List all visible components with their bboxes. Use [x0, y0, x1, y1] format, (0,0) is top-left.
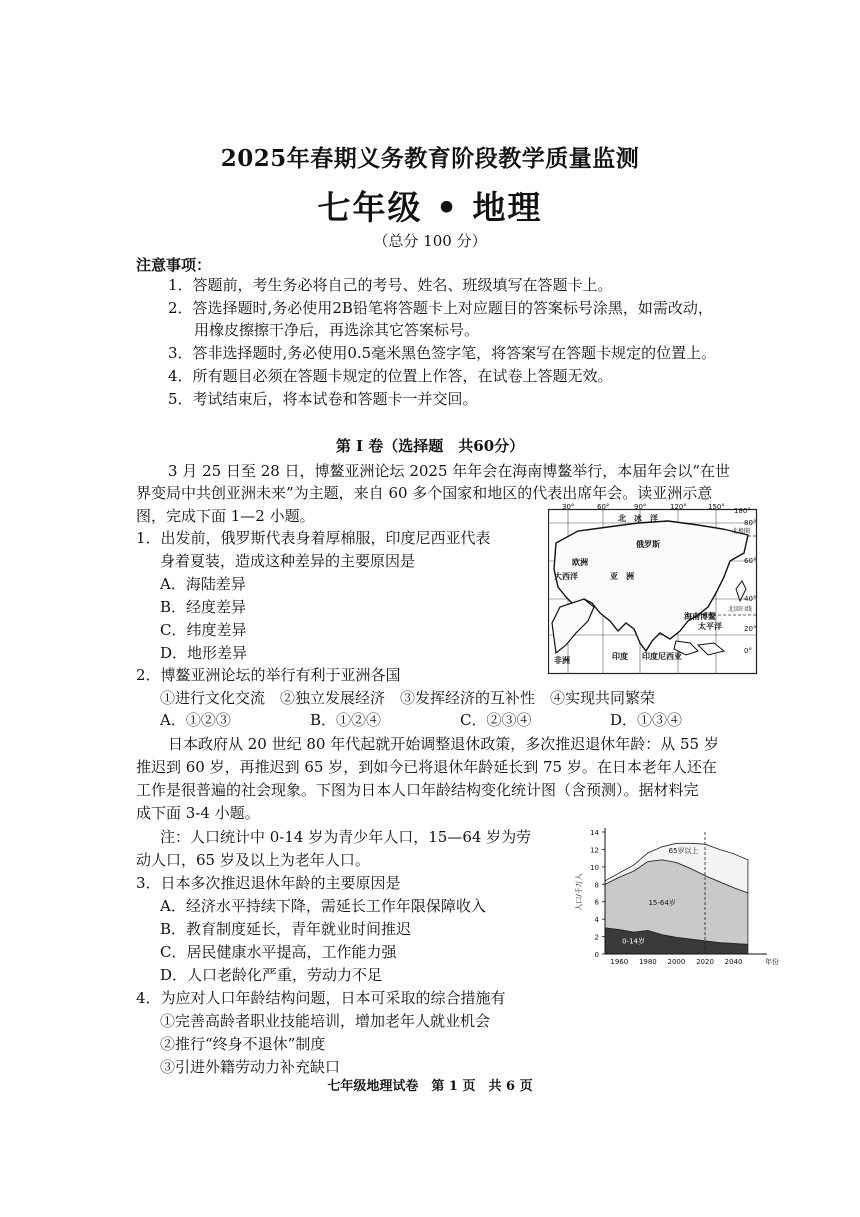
choice-item: ①完善高龄者职业技能培训，增加老年人就业机会: [160, 1012, 491, 1030]
map-label-arctic-ocean: 北 冰 洋: [618, 514, 658, 523]
answer-option: A．①②③: [160, 711, 231, 729]
notice-item: 3．答非选择题时,务必使用0.5毫米黑色签字笔，将答案写在答题卡规定的位置上。: [168, 344, 717, 362]
x-tick-label: 2040: [724, 958, 743, 966]
notice-item: 1．答题前，考生务必将自己的考号、姓名、班级填写在答题卡上。: [168, 276, 613, 294]
lat-label: 40°: [744, 595, 757, 603]
x-tick-label: 1960: [610, 958, 629, 966]
lat-label: 20°: [744, 625, 757, 633]
answer-option: D．人口老龄化严重，劳动力不足: [160, 966, 383, 984]
answer-option: A．海陆差异: [160, 575, 246, 593]
passage-line: 工作是很普遍的社会现象。下图为日本人口年龄结构变化统计图（含预测）。据材料完: [136, 781, 699, 799]
x-tick-label: 1980: [638, 958, 657, 966]
answer-option: C．②③④: [460, 711, 532, 729]
series-label: 65岁以上: [668, 846, 699, 855]
lon-label: 150°: [708, 503, 725, 511]
question-choices: ①进行文化交流 ②独立发展经济 ③发挥经济的互补性 ④实现共同繁荣: [160, 689, 656, 707]
map-label-africa: 非洲: [554, 656, 570, 665]
lon-label: 120°: [670, 503, 687, 511]
notice-heading: 注意事项：: [136, 256, 212, 274]
passage-line: 3 月 25 日至 28 日，博鳌亚洲论坛 2025 年年会在海南博鳌举行，本届年会以“在世: [168, 462, 730, 480]
y-axis-label: 人口/千万人: [575, 873, 583, 911]
y-tick-label: 10: [590, 863, 599, 872]
series-label: 15-64岁: [648, 899, 676, 908]
page-footer: 七年级地理试卷 第 1 页 共 6 页: [327, 1079, 533, 1094]
answer-option: C．纬度差异: [160, 621, 247, 639]
total-score: （总分 100 分）: [373, 232, 487, 250]
y-tick-label: 8: [594, 881, 599, 890]
exam-subject: 七年级 • 地理: [317, 188, 543, 227]
section-title: 第 I 卷（选择题 共60分）: [335, 437, 525, 455]
passage-line: 日本政府从 20 世纪 80 年代起就开始调整退休政策，多次推迟退休年龄：从 55 岁: [168, 735, 719, 753]
lon-label: 180°: [734, 507, 751, 515]
y-tick-label: 0: [594, 951, 599, 959]
y-tick-label: 12: [590, 846, 599, 855]
map-label-russia: 俄罗斯: [636, 540, 660, 549]
passage-line: 界变局中共创亚洲未来”为主题，来自 60 多个国家和地区的代表出席年会。读亚洲示意: [136, 484, 713, 502]
choice-item: ③引进外籍劳动力补充缺口: [160, 1058, 341, 1076]
map-label-atlantic: 大西洋: [554, 572, 578, 581]
map-label-arctic-circle: 北极圈: [732, 528, 751, 535]
notice-item: 5．考试结束后，将本试卷和答题卡一并交回。: [168, 390, 478, 408]
answer-option: B．经度差异: [160, 598, 247, 616]
lon-label: 60°: [597, 503, 610, 511]
question-stem: 1．出发前，俄罗斯代表身着厚棉服，印度尼西亚代表: [136, 529, 491, 547]
map-label-hainan: 海南博鳌: [684, 612, 716, 621]
passage-line: 推迟到 60 岁，再推迟到 65 岁，到如今已将退休年龄延长到 75 岁。在日本老年人还在: [136, 758, 717, 776]
question-stem: 2．博鳌亚洲论坛的举行有利于亚洲各国: [136, 666, 401, 684]
x-unit-label: 年份: [765, 958, 779, 966]
map-label-tropic: 北回归线: [728, 606, 753, 613]
y-tick-label: 14: [590, 829, 599, 837]
map-label-asia: 亚 洲: [610, 572, 634, 581]
y-tick-label: 4: [594, 916, 599, 925]
question-stem: 3．日本多次推迟退休年龄的主要原因是: [136, 874, 401, 892]
population-chart: [565, 822, 780, 972]
map-label-indonesia: 印度尼西亚: [642, 652, 682, 661]
notice-item: 4．所有题目必须在答题卡规定的位置上作答，在试卷上答题无效。: [168, 367, 613, 385]
asia-map: [548, 503, 760, 675]
notice-item: 用橡皮擦擦干净后，再选涂其它答案标号。: [194, 321, 480, 339]
lat-label: 60°: [744, 557, 757, 565]
choice-item: ②推行“终身不退休”制度: [160, 1035, 326, 1053]
answer-option: B．教育制度延长，青年就业时间推迟: [160, 920, 412, 938]
lon-label: 30°: [562, 503, 575, 511]
lat-label: 0°: [744, 647, 752, 655]
map-label-europe: 欧洲: [572, 558, 588, 567]
answer-options-row: [160, 709, 730, 731]
x-tick-label: 2000: [667, 958, 686, 966]
x-tick-label: 2020: [696, 958, 714, 966]
y-tick-label: 2: [594, 933, 599, 942]
answer-option: C．居民健康水平提高，工作能力强: [160, 943, 397, 961]
lat-label: 80°: [744, 519, 757, 527]
series-label: 0-14岁: [622, 937, 646, 946]
answer-option: B．①②④: [310, 711, 382, 729]
map-label-pacific: 太平洋: [698, 622, 722, 631]
question-stem: 4．为应对人口年龄结构问题，日本可采取的综合措施有: [136, 989, 506, 1007]
answer-option: D．地形差异: [160, 644, 248, 662]
notice-item: 2．答选择题时,务必使用2B铅笔将答题卡上对应题目的答案标号涂黑，如需改动，: [168, 299, 713, 317]
note-line: 动人口，65 岁及以上为老年人口。: [136, 851, 370, 869]
y-tick-label: 6: [594, 898, 599, 907]
passage-line: 成下面 3-4 小题。: [136, 804, 260, 822]
lon-label: 90°: [634, 503, 647, 511]
answer-option: D．①③④: [610, 711, 683, 729]
passage-line: 图，完成下面 1—2 小题。: [136, 507, 315, 525]
question-stem: 身着夏装，造成这种差异的主要原因是: [160, 552, 416, 570]
note-line: 注：人口统计中 0-14 岁为青少年人口，15—64 岁为劳: [160, 828, 532, 846]
map-label-india: 印度: [612, 652, 628, 661]
exam-title: 2025年春期义务教育阶段教学质量监测: [220, 145, 640, 172]
answer-option: A．经济水平持续下降，需延长工作年限保障收入: [160, 897, 486, 915]
